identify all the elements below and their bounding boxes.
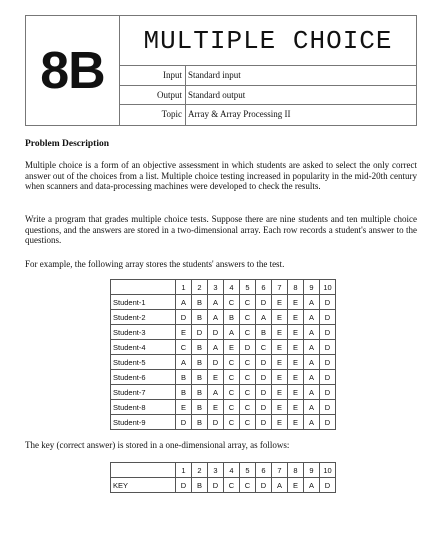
row-label-cell: Student-2 [111,310,176,325]
answer-cell: D [320,325,336,340]
answer-cell: C [224,370,240,385]
answer-cell: E [272,340,288,355]
column-header-cell: 3 [208,463,224,478]
answer-cell: D [256,400,272,415]
answer-cell: A [176,295,192,310]
column-header-cell: 5 [240,280,256,295]
answer-cell: D [256,370,272,385]
column-header-cell: 8 [288,463,304,478]
column-header-cell: 6 [256,463,272,478]
column-header-cell: 7 [272,280,288,295]
answer-cell: B [192,295,208,310]
answer-cell: E [272,310,288,325]
answer-cell: C [224,295,240,310]
answer-cell: B [256,325,272,340]
answer-cell: A [304,355,320,370]
answer-cell: B [192,385,208,400]
answer-cell: A [304,400,320,415]
row-label-cell: KEY [111,478,176,493]
answer-cell: E [288,340,304,355]
column-header-cell: 9 [304,463,320,478]
column-header-cell: 6 [256,280,272,295]
answer-cell: D [176,478,192,493]
column-header-cell: 10 [320,280,336,295]
answer-cell: A [304,340,320,355]
column-header-cell: 9 [304,280,320,295]
answer-cell: D [256,295,272,310]
table-row [111,478,336,493]
answer-cell: D [320,478,336,493]
row-label-cell: Student-6 [111,370,176,385]
answer-cell: C [240,310,256,325]
answer-cell: D [240,340,256,355]
column-header-cell: 1 [176,463,192,478]
answer-cell: A [304,385,320,400]
answer-cell: C [224,478,240,493]
table-row [111,355,336,370]
answer-cell: C [240,400,256,415]
answer-cell: D [320,370,336,385]
answer-cell: A [304,295,320,310]
row-label-cell: Student-4 [111,340,176,355]
answer-cell: D [320,295,336,310]
answer-cell: E [288,325,304,340]
answer-cell: A [208,385,224,400]
answer-cell: B [192,415,208,430]
answer-cell: D [320,340,336,355]
paragraph-example: For example, the following array stores the students' answers to the test. [25,259,285,269]
column-header-cell: 10 [320,463,336,478]
answer-cell: D [208,355,224,370]
row-label-cell: Student-7 [111,385,176,400]
answer-cell: D [256,385,272,400]
answer-cell: A [304,478,320,493]
row-label-cell: Student-5 [111,355,176,370]
answer-cell: C [240,325,256,340]
answer-cell: A [304,415,320,430]
table-row [111,340,336,355]
table-row [111,310,336,325]
column-header-cell: 8 [288,280,304,295]
answer-cell: C [176,340,192,355]
meta-row-input [120,66,416,86]
answer-cell: C [224,385,240,400]
table-row [111,370,336,385]
key-table [110,462,336,493]
table-row [111,295,336,310]
answer-cell: C [256,340,272,355]
header-corner-cell [111,280,176,295]
answer-cell: D [176,415,192,430]
problem-code: 8B [26,16,120,125]
table-row [111,415,336,430]
answer-cell: A [272,478,288,493]
answer-cell: E [272,370,288,385]
answer-cell: A [256,310,272,325]
answer-cell: A [224,325,240,340]
answer-cell: E [208,370,224,385]
answer-cell: D [320,385,336,400]
column-header-cell: 5 [240,463,256,478]
answer-cell: D [176,310,192,325]
header-corner-cell [111,463,176,478]
answer-cell: D [256,478,272,493]
answer-cell: E [208,400,224,415]
meta-label: Output [120,86,186,105]
answer-cell: E [176,325,192,340]
paragraph-key: The key (correct answer) is stored in a one-dimensional array, as follows: [25,440,290,450]
answer-cell: E [272,295,288,310]
answer-cell: C [240,355,256,370]
answer-cell: C [240,370,256,385]
column-header-cell: 2 [192,463,208,478]
answer-cell: E [272,325,288,340]
answer-cell: D [320,310,336,325]
answer-cell: C [240,385,256,400]
answer-cell: E [288,478,304,493]
answer-cell: E [288,310,304,325]
answer-cell: A [208,295,224,310]
answer-cell: D [256,415,272,430]
answer-cell: E [272,400,288,415]
column-header-cell: 2 [192,280,208,295]
section-heading: Problem Description [25,139,109,149]
answer-cell: C [240,478,256,493]
meta-value: Array & Array Processing II [188,109,291,119]
answer-cell: B [176,370,192,385]
answer-cell: A [208,340,224,355]
answer-cell: A [304,370,320,385]
problem-title: MULTIPLE CHOICE [120,16,416,66]
answer-cell: B [192,400,208,415]
answer-cell: D [208,478,224,493]
answer-cell: C [224,400,240,415]
answer-cell: E [224,340,240,355]
table-header-row [111,280,336,295]
problem-header [25,15,417,126]
answer-cell: B [176,385,192,400]
table-header-row [111,463,336,478]
answer-cell: E [288,415,304,430]
meta-label: Topic [120,105,186,125]
answer-cell: D [320,400,336,415]
answer-cell: E [272,415,288,430]
answer-cell: B [192,340,208,355]
answer-cell: B [192,478,208,493]
row-label-cell: Student-9 [111,415,176,430]
table-row [111,400,336,415]
answer-cell: A [208,310,224,325]
table-row [111,385,336,400]
answer-cell: C [224,355,240,370]
column-header-cell: 1 [176,280,192,295]
meta-value: Standard output [188,89,246,100]
problem-meta [120,66,416,125]
answer-cell: A [304,310,320,325]
answer-cell: C [240,295,256,310]
column-header-cell: 4 [224,463,240,478]
paragraph-task: Write a program that grades multiple choice tests. Suppose there are nine students and ten multiple choice questions, and the answers are stored in a two-dimensional array. Each row records a student's answer to the questions. [25,214,417,245]
row-label-cell: Student-8 [111,400,176,415]
meta-row-topic [120,105,416,125]
answer-cell: A [304,325,320,340]
row-label-cell: Student-1 [111,295,176,310]
answer-cell: C [224,415,240,430]
answer-cell: C [240,415,256,430]
answer-cell: E [288,355,304,370]
answer-cell: D [320,355,336,370]
meta-row-output [120,86,416,106]
answer-cell: B [224,310,240,325]
answer-cell: D [208,415,224,430]
answer-cell: E [176,400,192,415]
column-header-cell: 4 [224,280,240,295]
answer-cell: E [288,295,304,310]
answer-cell: E [272,355,288,370]
column-header-cell: 3 [208,280,224,295]
answer-cell: E [288,400,304,415]
meta-value: Standard input [188,70,241,80]
meta-label: Input [120,66,186,85]
answer-cell: D [320,415,336,430]
answer-cell: E [288,370,304,385]
answer-cell: D [192,325,208,340]
answer-cell: B [192,355,208,370]
answer-cell: D [208,325,224,340]
row-label-cell: Student-3 [111,325,176,340]
answer-cell: D [256,355,272,370]
table-row [111,325,336,340]
paragraph-intro: Multiple choice is a form of an objective assessment in which students are asked to select the only correct answer out of the choices from a list. Multiple choice testing increased in popularity in the mid-20th century when scanners and data-processing machines were developed to check the results. [25,160,417,191]
answer-cell: B [192,310,208,325]
answer-cell: B [192,370,208,385]
answer-cell: E [288,385,304,400]
column-header-cell: 7 [272,463,288,478]
answer-cell: A [176,355,192,370]
answer-cell: E [272,385,288,400]
answers-table [110,279,336,430]
